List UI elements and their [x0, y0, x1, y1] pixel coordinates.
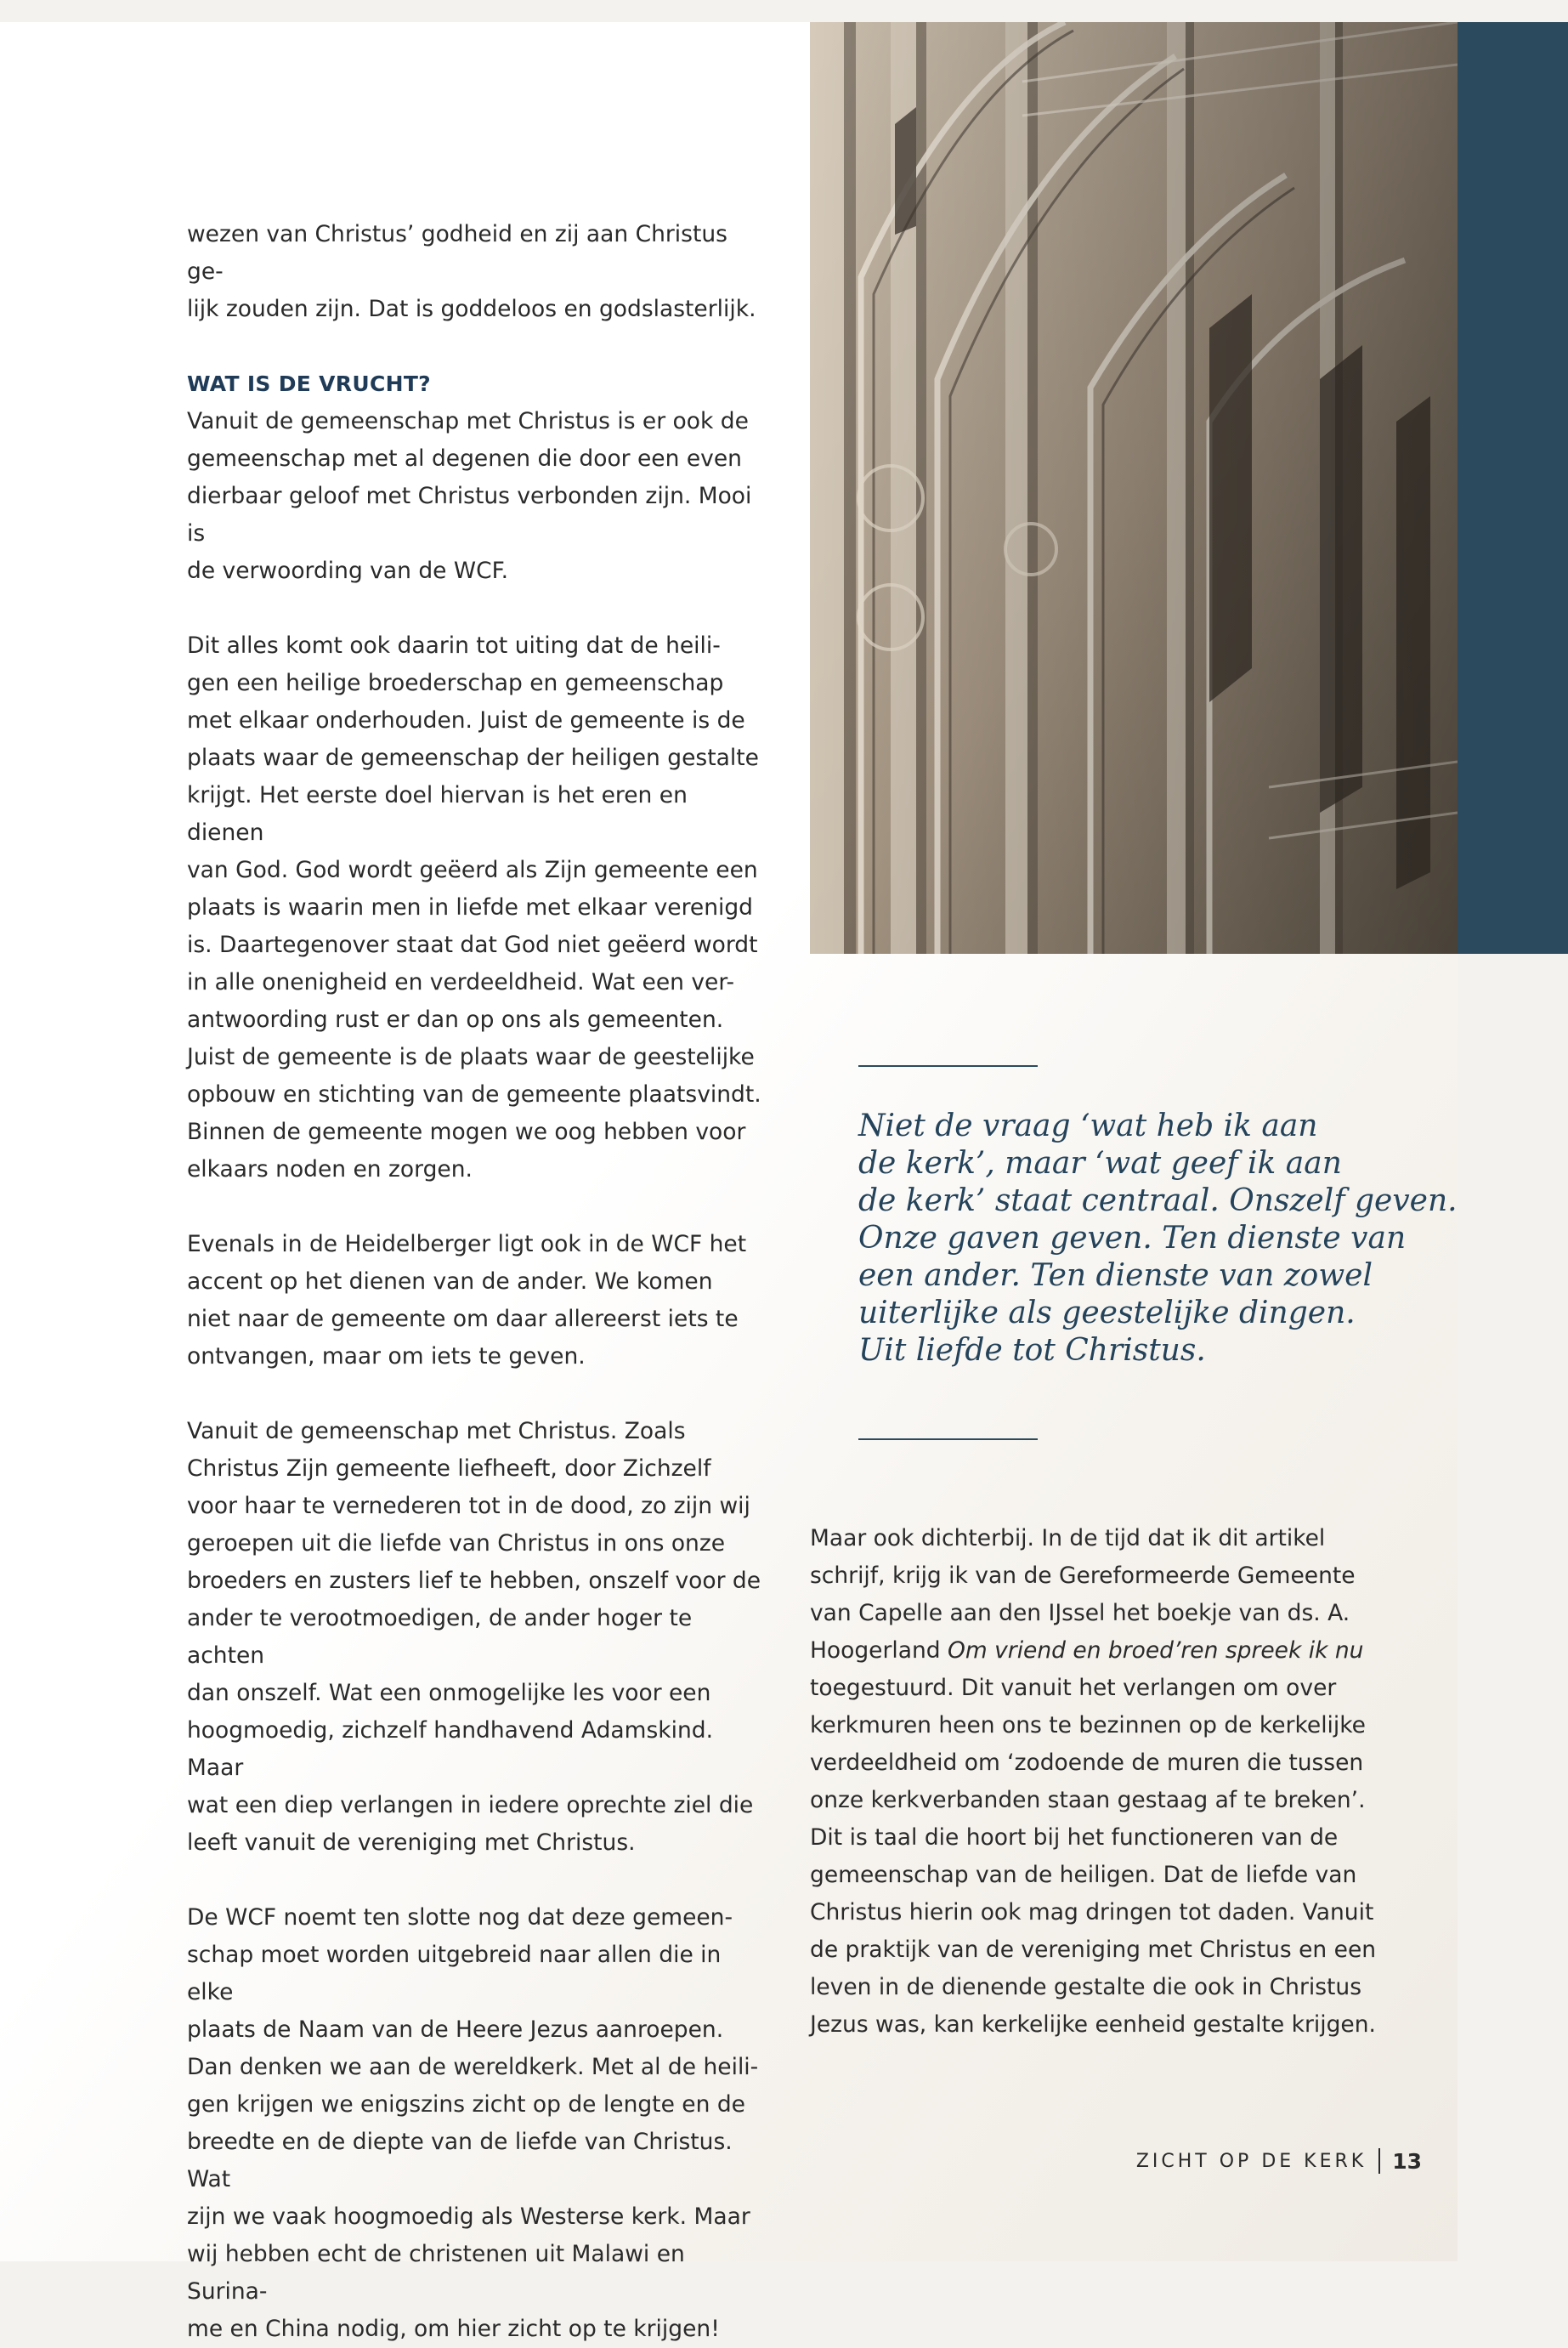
text-line: met elkaar onderhouden. Juist de gemeente is de: [187, 707, 745, 734]
pull-quote-line: de kerk’ staat centraal. Onszelf geven.: [858, 1183, 1458, 1218]
text-line: Jezus was, kan kerkelijke eenheid gestalte krijgen.: [810, 2011, 1376, 2038]
text-line: Binnen de gemeente mogen we oog hebben voor: [187, 1119, 746, 1145]
text-line: plaats de Naam van de Heere Jezus aanroepen.: [187, 2016, 724, 2043]
text-line: accent op het dienen van de ander. We komen: [187, 1268, 713, 1295]
text-line: Christus hierin ook mag dringen tot daden. Vanuit: [810, 1899, 1374, 1925]
text-line: breedte en de diepte van de liefde van Christus. Wat: [187, 2129, 733, 2192]
text-line: zijn we vaak hoogmoedig als Westerse kerk. Maar: [187, 2203, 750, 2230]
pull-quote-line: Niet de vraag ‘wat heb ik aan: [858, 1109, 1318, 1143]
right-column: [810, 1520, 1388, 2044]
text-line: [810, 1637, 1363, 1664]
text-line: wat een diep verlangen in iedere oprechte ziel die: [187, 1792, 754, 1818]
magazine-title: ZICHT OP DE KERK: [1135, 2150, 1367, 2172]
text-line: niet naar de gemeente om daar allereerst iets te: [187, 1306, 739, 1332]
paragraph: [810, 1520, 1388, 2044]
page-footer: [1136, 2144, 1422, 2178]
text-line: Christus Zijn gemeente liefheeft, door Zichzelf: [187, 1455, 711, 1482]
text-line: dan onszelf. Wat een onmogelijke les voor een: [187, 1680, 711, 1706]
text-line: kerkmuren heen ons te bezinnen op de kerkelijke: [810, 1712, 1366, 1738]
text-line: Dan denken we aan de wereldkerk. Met al de heili-: [187, 2054, 759, 2080]
left-column: [187, 216, 765, 2348]
paragraph: [187, 1899, 765, 2348]
book-title: Om vriend en broed’ren spreek ik nu: [948, 1637, 1364, 1664]
text-line: ander te verootmoedigen, de ander hoger te achten: [187, 1605, 693, 1669]
text-line: voor haar te vernederen tot in de dood, zo zijn wij: [187, 1493, 750, 1519]
text-line: antwoording rust er dan op ons als gemeenten.: [187, 1007, 724, 1033]
text-line: opbouw en stichting van de gemeente plaatsvindt.: [187, 1081, 761, 1108]
pull-quote-line: Onze gaven geven. Ten dienste van: [858, 1221, 1407, 1256]
text-line: leven in de dienende gestalte die ook in Christus: [810, 1974, 1362, 2000]
text-line: lijk zouden zijn. Dat is goddeloos en godslasterlijk.: [187, 296, 756, 322]
text-line: broeders en zusters lief te hebben, onszelf voor de: [187, 1568, 761, 1594]
paragraph: [187, 216, 765, 328]
accent-color-band: [1458, 22, 1568, 954]
text-run: Hoogerland: [810, 1637, 948, 1664]
pull-quote-line: Uit liefde tot Christus.: [858, 1333, 1206, 1368]
section-heading: WAT IS DE VRUCHT?: [187, 371, 431, 396]
text-line: de praktijk van de vereniging met Christus en een: [810, 1937, 1377, 1963]
text-line: gen een heilige broederschap en gemeenschap: [187, 670, 724, 696]
text-line: gemeenschap van de heiligen. Dat de liefde van: [810, 1862, 1357, 1888]
footer-divider: [1378, 2148, 1380, 2174]
pull-quote-line: een ander. Ten dienste van zowel: [858, 1258, 1373, 1293]
pull-quote-rule-bottom: [858, 1438, 1038, 1440]
text-line: wezen van Christus’ godheid en zij aan Christus ge-: [187, 221, 727, 285]
text-line: gen krijgen we enigszins zicht op de lengte en de: [187, 2091, 745, 2118]
text-line: plaats is waarin men in liefde met elkaar verenigd: [187, 894, 754, 921]
text-line: toegestuurd. Dit vanuit het verlangen om over: [810, 1675, 1337, 1701]
text-line: verdeeldheid om ‘zodoende de muren die tussen: [810, 1750, 1364, 1776]
text-line: van Capelle aan den IJssel het boekje van ds. A.: [810, 1600, 1350, 1626]
cathedral-illustration: [810, 22, 1458, 954]
text-line: schap moet worden uitgebreid naar allen die in elke: [187, 1942, 722, 2005]
text-line: Vanuit de gemeenschap met Christus. Zoals: [187, 1418, 686, 1444]
pull-quote: [858, 1108, 1458, 1370]
pull-quote-rule-top: [858, 1065, 1038, 1067]
text-line: dierbaar geloof met Christus verbonden zijn. Mooi is: [187, 483, 752, 547]
text-line: Dit is taal die hoort bij het functioneren van de: [810, 1824, 1339, 1851]
text-line: onze kerkverbanden staan gestaag af te breken’.: [810, 1787, 1366, 1813]
text-line: plaats waar de gemeenschap der heiligen gestalte: [187, 745, 759, 771]
text-line: Vanuit de gemeenschap met Christus is er ook de: [187, 408, 749, 434]
cathedral-photo: [810, 22, 1458, 954]
text-line: hoogmoedig, zichzelf handhavend Adamskind. Maar: [187, 1717, 713, 1781]
page-number: 13: [1392, 2148, 1422, 2174]
pull-quote-line: uiterlijke als geestelijke dingen.: [858, 1296, 1356, 1330]
pull-quote-line: de kerk’, maar ‘wat geef ik aan: [858, 1146, 1342, 1181]
paragraph: [187, 1413, 765, 1862]
text-line: in alle onenigheid en verdeeldheid. Wat een ver-: [187, 969, 735, 995]
text-line: Maar ook dichterbij. In de tijd dat ik dit artikel: [810, 1525, 1326, 1551]
text-line: krijgt. Het eerste doel hiervan is het eren en dienen: [187, 782, 688, 846]
text-line: leeft vanuit de vereniging met Christus.: [187, 1829, 636, 1856]
paragraph: [187, 1226, 765, 1375]
paragraph: [187, 403, 765, 590]
text-line: geroepen uit die liefde van Christus in ons onze: [187, 1530, 726, 1557]
text-line: De WCF noemt ten slotte nog dat deze gemeen-: [187, 1904, 733, 1931]
text-line: ontvangen, maar om iets te geven.: [187, 1343, 586, 1370]
text-line: gemeenschap met al degenen die door een even: [187, 445, 742, 472]
text-line: me en China nodig, om hier zicht op te krijgen!: [187, 2316, 720, 2342]
text-line: wij hebben echt de christenen uit Malawi en Surina-: [187, 2241, 685, 2305]
text-line: is. Daartegenover staat dat God niet geëerd wordt: [187, 932, 758, 958]
text-line: van God. God wordt geëerd als Zijn gemeente een: [187, 857, 758, 883]
text-line: elkaars noden en zorgen.: [187, 1156, 473, 1183]
text-line: Evenals in de Heidelberger ligt ook in de WCF het: [187, 1231, 747, 1257]
text-line: Dit alles komt ook daarin tot uiting dat de heili-: [187, 632, 721, 659]
text-line: de verwoording van de WCF.: [187, 558, 508, 584]
text-line: schrijf, krijg ik van de Gereformeerde Gemeente: [810, 1562, 1356, 1589]
text-line: Juist de gemeente is de plaats waar de geestelijke: [187, 1044, 755, 1070]
paragraph: [187, 627, 765, 1188]
